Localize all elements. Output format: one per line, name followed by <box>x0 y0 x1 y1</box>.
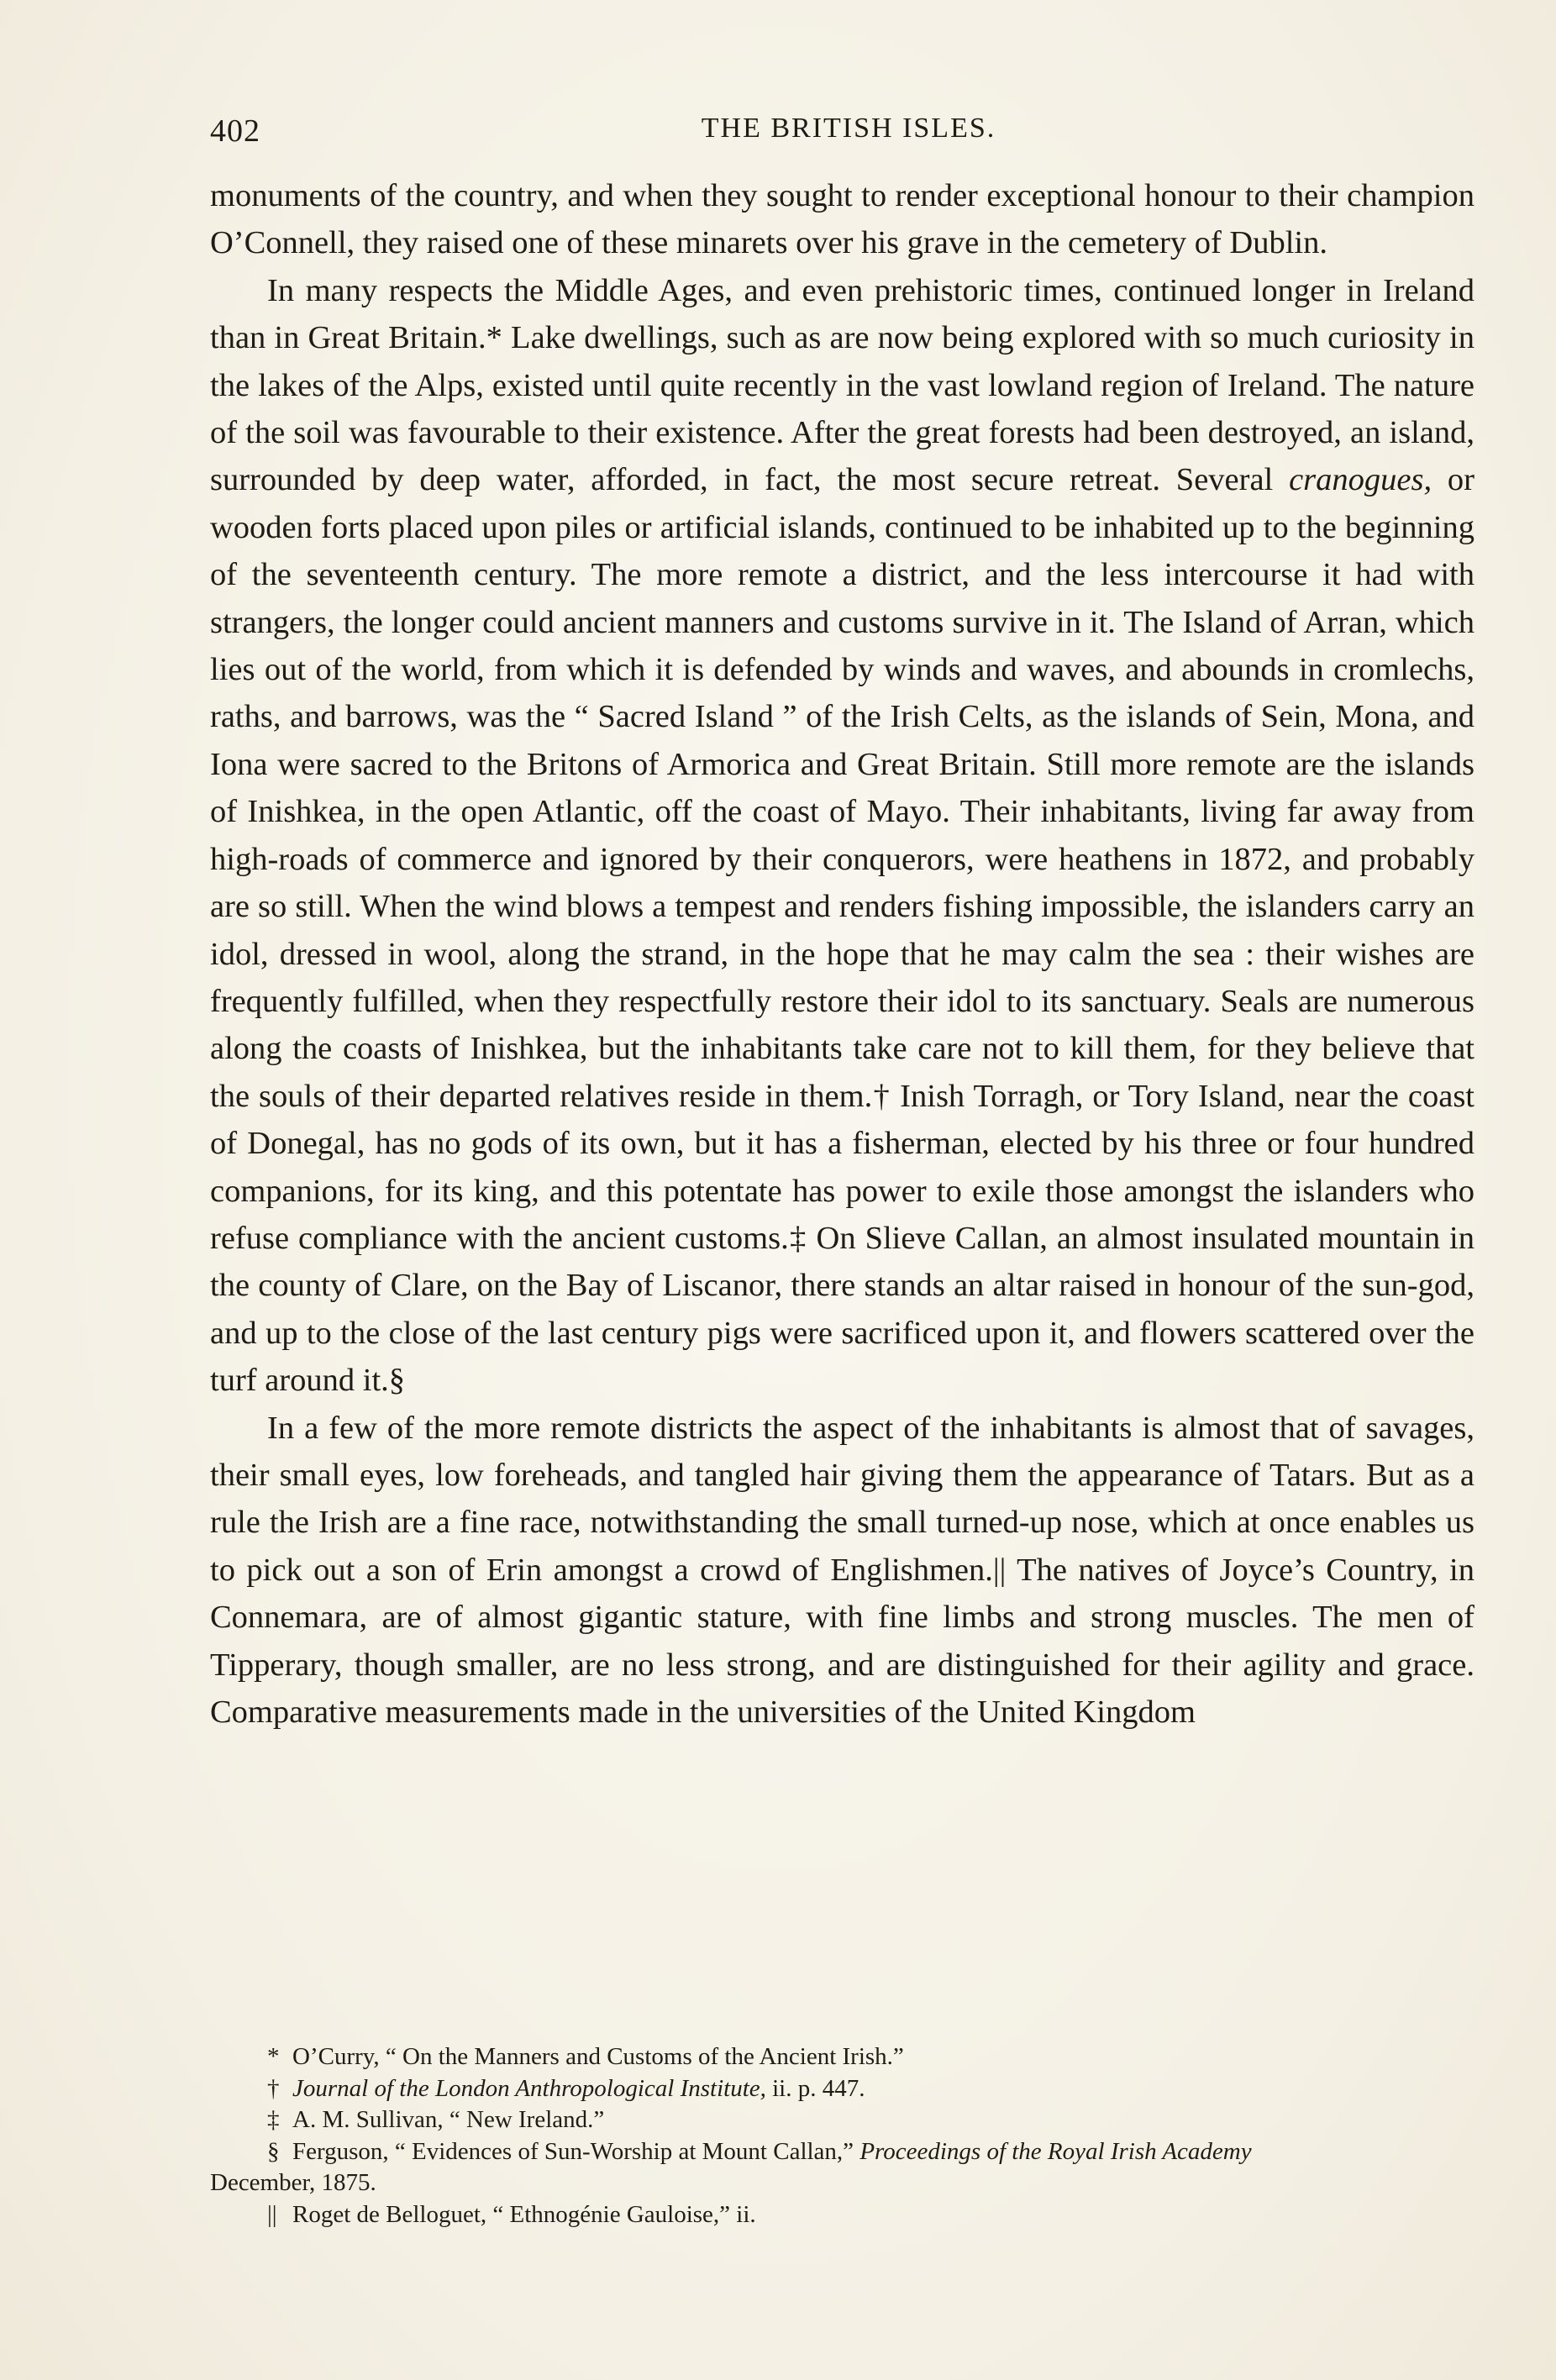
term-cranogues: cranogues, <box>1289 462 1432 498</box>
page-header <box>210 113 1487 163</box>
paragraph-2 <box>210 267 1475 1405</box>
paragraph-2-text-c: or wooden forts placed upon piles or artificial islands, continued to be inhabited up to the beginning of the seventeenth century. The more remote a district, and the less intercourse it had with strangers, the longer could ancient manners and customs survive in it. The Island of Arran, which lies out of the world, from which it is defended by winds and waves, and abounds in cromlechs, raths, and barrows, was the “ Sacred Island ” of the Irish Celts, as the islands of Sein, Mona, and Iona were sacred to the Britons of Armorica and Great Britain. Still more remote are the islands of Inishkea, in the open Atlantic, off the coast of Mayo. Their inhabitants, living far away from high-roads of commerce and ignored by their conquerors, were heathens in 1872, and probably are so still. When the wind blows a tempest and renders fishing impossible, the islanders carry an idol, dressed in wool, along the strand, in the hope that he may calm the sea : their wishes are frequently fulfilled, when they respectfully restore their idol to its sanctuary. Seals are numerous along the coasts of Inishkea, but the inhabitants take care not to kill them, for they believe that the souls of their departed relatives reside in them.† Inish Torragh, or Tory Island, near the coast of Donegal, has no gods of its own, but it has a fisherman, elected by his three or four hundred companions, for its king, and this potentate has power to exile those amongst the islanders who refuse compliance with the ancient customs.‡ On Slieve Callan, an almost insulated mountain in the county of Clare, on the Bay of Liscanor, there stands an altar raised in honour of the sun-god, and up to the close of the last century pigs were sacrificed upon it, and flowers scattered over the turf around it.§ <box>210 462 1475 1399</box>
footnote <box>210 2199 1475 2231</box>
footnote-italic-text: Proceedings of the Royal Irish Academy <box>859 2137 1252 2165</box>
footnote-text: Roget de Belloguet, “ Ethnogénie Gauloise,” ii. <box>292 2200 756 2228</box>
footnote-mark: || <box>267 2200 277 2228</box>
paragraph-2-text-a: In many respects the Middle Ages, and even prehistoric times, continued longer in Ireland than in Great Britain.* Lake dwellings, such as are now being explored with so much curiosity in the lakes of the Alps, existed until quite recently in the vast lowland region of Ireland. The nature of the soil was favourable to their existence. After the great forests had been destroyed, an island, surrounded by deep water, afforded, in fact, the most secure retreat. <box>210 272 1475 498</box>
paragraph-2-text-b: Several <box>1175 462 1290 498</box>
body-text <box>210 172 1475 1736</box>
footnote <box>210 2104 1475 2136</box>
paragraph-1-text: monuments of the country, and when they sought to render exceptional honour to their champion O’Connell, they raised one of these minarets over his grave in the cemetery of Dublin. <box>210 178 1475 261</box>
paragraph-3 <box>210 1405 1475 1736</box>
footnote-continuation: December, 1875. <box>210 2169 376 2196</box>
footnote <box>210 2073 1475 2105</box>
footnote-text: ii. p. 447. <box>765 2074 865 2102</box>
footnote-mark: † <box>267 2074 280 2102</box>
footnote-text: O’Curry, “ On the Manners and Customs of the Ancient Irish.” <box>292 2043 904 2070</box>
running-head: THE BRITISH ISLES. <box>701 113 996 144</box>
footnote-text: Ferguson, “ Evidences of Sun-Worship at Mount Callan,” <box>292 2137 860 2165</box>
footnote-text: A. M. Sullivan, “ New Ireland.” <box>292 2106 605 2133</box>
paragraph-1 <box>210 172 1475 267</box>
footnote <box>210 2041 1475 2073</box>
footnote-mark: * <box>267 2043 280 2070</box>
footnote-first-line <box>210 2136 1475 2168</box>
footnote <box>210 2136 1475 2199</box>
footnote-mark: ‡ <box>267 2106 280 2133</box>
footnotes <box>210 2041 1475 2230</box>
paragraph-3-text: In a few of the more remote districts the aspect of the inhabitants is almost that of savages, their small eyes, low foreheads, and tangled hair giving them the appearance of Tatars. But as a rule the Irish are a fine race, notwithstanding the small turned-up nose, which at once enables us to pick out a son of Erin amongst a crowd of Englishmen.|| The natives of Joyce’s Country, in Connemara, are of almost gigantic stature, with fine limbs and strong muscles. The men of Tipperary, though smaller, are no less strong, and are distinguished for their agility and grace. Comparative measurements made in the universities of the United Kingdom <box>210 1410 1475 1730</box>
footnote-italic-text: Journal of the London Anthropological Institute, <box>292 2074 766 2102</box>
footnote-mark: § <box>267 2137 280 2165</box>
page-number: 402 <box>210 113 260 149</box>
